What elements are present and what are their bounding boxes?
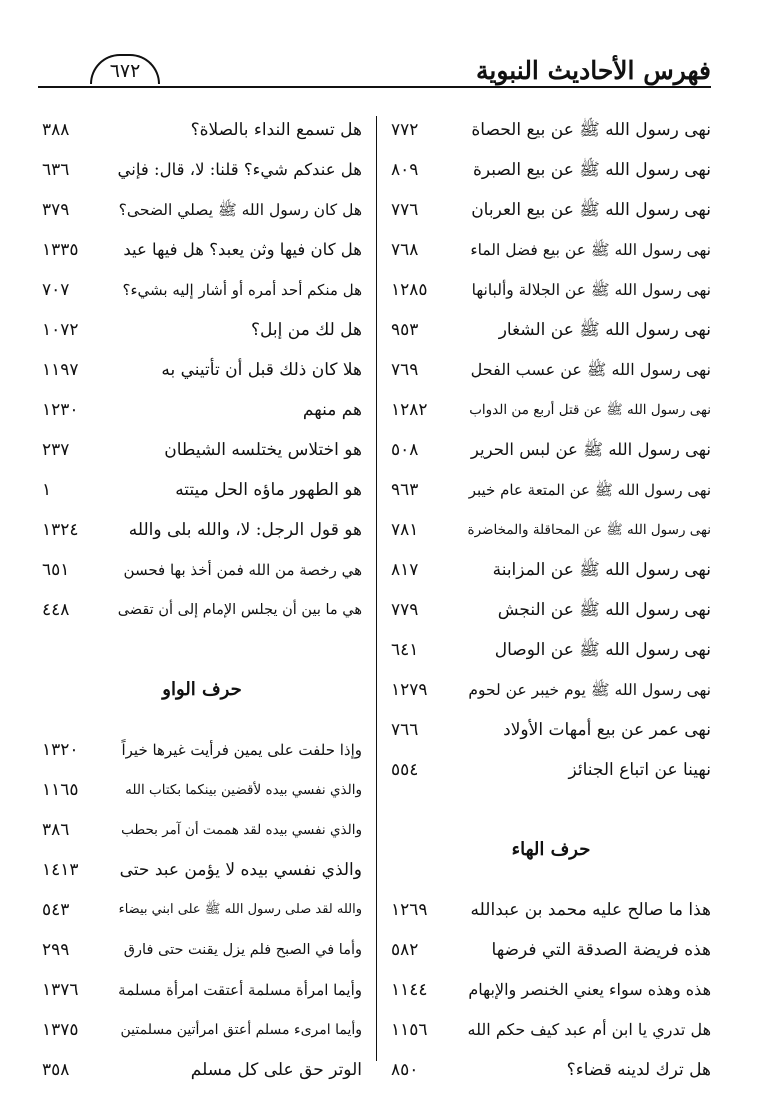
index-entry — [42, 810, 362, 850]
entry-page-number: ١١٥٦ — [391, 1020, 428, 1040]
index-entry — [391, 750, 711, 790]
index-entry — [391, 150, 711, 190]
index-entry — [42, 1050, 362, 1090]
index-entry — [42, 270, 362, 310]
entry-page-number: ١٣٢٤ — [42, 520, 79, 540]
entry-page-number: ٢٣٧ — [42, 440, 70, 460]
section-heading: حرف الواو — [162, 679, 242, 700]
entry-page-number: ٦٤١ — [391, 640, 419, 660]
entry-text: هذا ما صالح عليه محمد بن عبدالله — [470, 900, 711, 920]
page-title: فهرس الأحاديث النبوية — [475, 56, 711, 85]
entry-text: هل كان فيها وثن يعبد؟ هل فيها عيد — [123, 240, 362, 259]
entry-text: نهى رسول الله ﷺ عن الجلالة وألبانها — [471, 281, 711, 299]
index-entry — [391, 590, 711, 630]
entry-page-number: ١٣٢٠ — [42, 740, 79, 760]
entry-page-number: ١٣٧٦ — [42, 980, 79, 1000]
index-entry — [42, 930, 362, 970]
entry-page-number: ١١٤٤ — [391, 980, 428, 1000]
index-entry — [42, 430, 362, 470]
entry-page-number: ٨١٧ — [391, 560, 419, 580]
entry-text: هل ترك لدينه قضاء؟ — [566, 1060, 711, 1080]
entry-text: هل كان رسول الله ﷺ يصلي الضحى؟ — [118, 201, 362, 219]
entry-text: نهى رسول الله ﷺ عن عسب الفحل — [470, 360, 711, 379]
index-entry — [391, 470, 711, 510]
entry-text: نهى رسول الله ﷺ عن بيع الصبرة — [473, 160, 711, 180]
index-entry — [42, 730, 362, 770]
index-entry — [42, 590, 362, 630]
entry-page-number: ٦٥١ — [42, 560, 70, 580]
index-entry — [42, 310, 362, 350]
entry-page-number: ٣٥٨ — [42, 1060, 70, 1080]
entry-page-number: ١٣٣٥ — [42, 240, 79, 260]
entry-text: وإذا حلفت على يمين فرأيت غيرها خيراً — [121, 741, 362, 759]
entry-text: نهى رسول الله ﷺ عن بيع الحصاة — [471, 120, 711, 140]
index-entry — [42, 150, 362, 190]
index-entry — [42, 390, 362, 430]
entry-page-number: ٤٤٨ — [42, 600, 70, 620]
entry-text: والذي نفسي بيده لقد هممت أن آمر بحطب — [121, 822, 362, 838]
entry-text: الوتر حق على كل مسلم — [190, 1060, 362, 1080]
index-entry — [391, 630, 711, 670]
entry-page-number: ٧٧٢ — [391, 120, 419, 140]
entry-text: هل لك من إبل؟ — [251, 320, 362, 340]
entry-page-number: ٣٧٩ — [42, 200, 70, 220]
entry-text: هي ما بين أن يجلس الإمام إلى أن تقضى — [117, 602, 362, 618]
entry-text: هو اختلاس يختلسه الشيطان — [164, 440, 362, 460]
entry-text: هل تدري يا ابن أم عبد كيف حكم الله — [467, 1020, 711, 1039]
entry-text: نهى رسول الله ﷺ عن الشغار — [498, 320, 711, 340]
entry-page-number: ٥٠٨ — [391, 440, 419, 460]
entry-page-number: ٩٦٣ — [391, 480, 419, 500]
entry-page-number: ٧٦٩ — [391, 360, 419, 380]
index-entry — [391, 430, 711, 470]
entry-page-number: ٩٥٣ — [391, 320, 419, 340]
page-number: ٦٧٢ — [90, 54, 160, 84]
entry-text: والله لقد صلى رسول الله ﷺ على ابني بيضاء — [118, 902, 362, 917]
entry-page-number: ٨٥٠ — [391, 1060, 419, 1080]
entry-text: نهى رسول الله ﷺ عن لبس الحرير — [470, 440, 711, 459]
entry-page-number: ٨٠٩ — [391, 160, 419, 180]
index-entry — [42, 550, 362, 590]
entry-text: نهى رسول الله ﷺ عن بيع فضل الماء — [470, 241, 711, 259]
entry-page-number: ١١٦٥ — [42, 780, 79, 800]
entry-page-number: ٢٩٩ — [42, 940, 70, 960]
entry-text: هو الطهور ماؤه الحل ميتته — [175, 480, 362, 500]
entry-page-number: ٣٨٦ — [42, 820, 70, 840]
entry-page-number: ٧٦٦ — [391, 720, 419, 740]
entry-page-number: ٧٨١ — [391, 520, 419, 540]
entry-text: نهى رسول الله ﷺ عن المحاقلة والمخاضرة — [467, 522, 711, 538]
entry-text: نهى عمر عن بيع أمهات الأولاد — [503, 720, 711, 740]
entry-text: هو قول الرجل: لا، والله بلى والله — [128, 520, 362, 540]
index-entry — [42, 510, 362, 550]
index-entry — [42, 110, 362, 150]
entry-text: وأما في الصبح فلم يزل يقنت حتى فارق — [123, 942, 362, 958]
entry-text: نهى رسول الله ﷺ عن قتل أربع من الدواب — [469, 402, 711, 418]
entry-text: هذه وهذه سواء يعني الخنصر والإبهام — [468, 980, 711, 999]
index-entry — [391, 270, 711, 310]
index-entry — [391, 190, 711, 230]
entry-text: وأيما امرىء مسلم أعتق امرأتين مسلمتين — [120, 1022, 362, 1038]
index-entry — [42, 1010, 362, 1050]
index-entry — [42, 350, 362, 390]
entry-text: نهى رسول الله ﷺ عن بيع العربان — [471, 200, 711, 220]
entry-text: هل تسمع النداء بالصلاة؟ — [190, 120, 362, 140]
entry-text: هلا كان ذلك قبل أن تأتيني به — [161, 360, 362, 380]
entry-page-number: ١٤١٣ — [42, 860, 79, 880]
index-entry — [391, 710, 711, 750]
entry-text: نهى رسول الله ﷺ عن النجش — [497, 600, 711, 620]
index-entry — [42, 890, 362, 930]
entry-page-number: ٥٤٣ — [42, 900, 70, 920]
index-entry — [391, 670, 711, 710]
entry-page-number: ٥٨٢ — [391, 940, 419, 960]
entry-text: وأيما امرأة مسلمة أعتقت امرأة مسلمة — [118, 981, 362, 999]
index-entry — [42, 190, 362, 230]
index-entry — [391, 970, 711, 1010]
index-entry — [391, 350, 711, 390]
entry-page-number: ١٠٧٢ — [42, 320, 79, 340]
entry-text: هذه فريضة الصدقة التي فرضها — [491, 940, 711, 960]
entry-page-number: ٦٣٦ — [42, 160, 70, 180]
index-entry — [391, 890, 711, 930]
index-entry — [391, 550, 711, 590]
index-entry — [42, 770, 362, 810]
column-divider — [376, 116, 377, 1061]
entry-text: والذي نفسي بيده لا يؤمن عبد حتى — [119, 860, 362, 880]
entry-text: نهى رسول الله ﷺ عن المزابنة — [492, 560, 711, 580]
entry-page-number: ٥٥٤ — [391, 760, 419, 780]
entry-page-number: ١١٩٧ — [42, 360, 79, 380]
entry-text: هل منكم أحد أمره أو أشار إليه بشيء؟ — [122, 281, 362, 299]
entry-text: نهينا عن اتباع الجنائز — [568, 760, 711, 780]
entry-page-number: ١٢٦٩ — [391, 900, 428, 920]
section-heading: حرف الهاء — [511, 839, 591, 860]
index-entry — [42, 230, 362, 270]
index-entry — [42, 470, 362, 510]
entry-text: نهى رسول الله ﷺ يوم خيبر عن لحوم — [468, 681, 711, 699]
entry-page-number: ١٢٧٩ — [391, 680, 428, 700]
entry-page-number: ١٢٨٢ — [391, 400, 428, 420]
entry-page-number: ٧٧٦ — [391, 200, 419, 220]
index-entry — [391, 310, 711, 350]
index-entry — [391, 930, 711, 970]
entry-text: هي رخصة من الله فمن أخذ بها فحسن — [123, 561, 362, 579]
entry-text: نهى رسول الله ﷺ عن المتعة عام خيبر — [468, 481, 711, 499]
index-entry — [391, 1010, 711, 1050]
header-rule — [38, 86, 711, 88]
index-entry — [391, 1050, 711, 1090]
entry-page-number: ١ — [42, 480, 52, 500]
entry-text: نهى رسول الله ﷺ عن الوصال — [494, 640, 711, 660]
entry-text: هل عندكم شيء؟ قلنا: لا، قال: فإني — [117, 160, 362, 179]
index-entry — [391, 510, 711, 550]
index-entry — [391, 230, 711, 270]
index-entry — [391, 390, 711, 430]
entry-page-number: ١٢٨٥ — [391, 280, 428, 300]
entry-text: والذي نفسي بيده لأقضين بينكما بكتاب الله — [125, 782, 362, 798]
index-entry — [42, 850, 362, 890]
index-entry — [391, 110, 711, 150]
entry-page-number: ١٣٧٥ — [42, 1020, 79, 1040]
entry-page-number: ٧٦٨ — [391, 240, 419, 260]
index-entry — [42, 970, 362, 1010]
entry-page-number: ٣٨٨ — [42, 120, 70, 140]
entry-page-number: ٧٠٧ — [42, 280, 70, 300]
entry-page-number: ١٢٣٠ — [42, 400, 79, 420]
entry-text: هم منهم — [302, 400, 362, 420]
entry-page-number: ٧٧٩ — [391, 600, 419, 620]
